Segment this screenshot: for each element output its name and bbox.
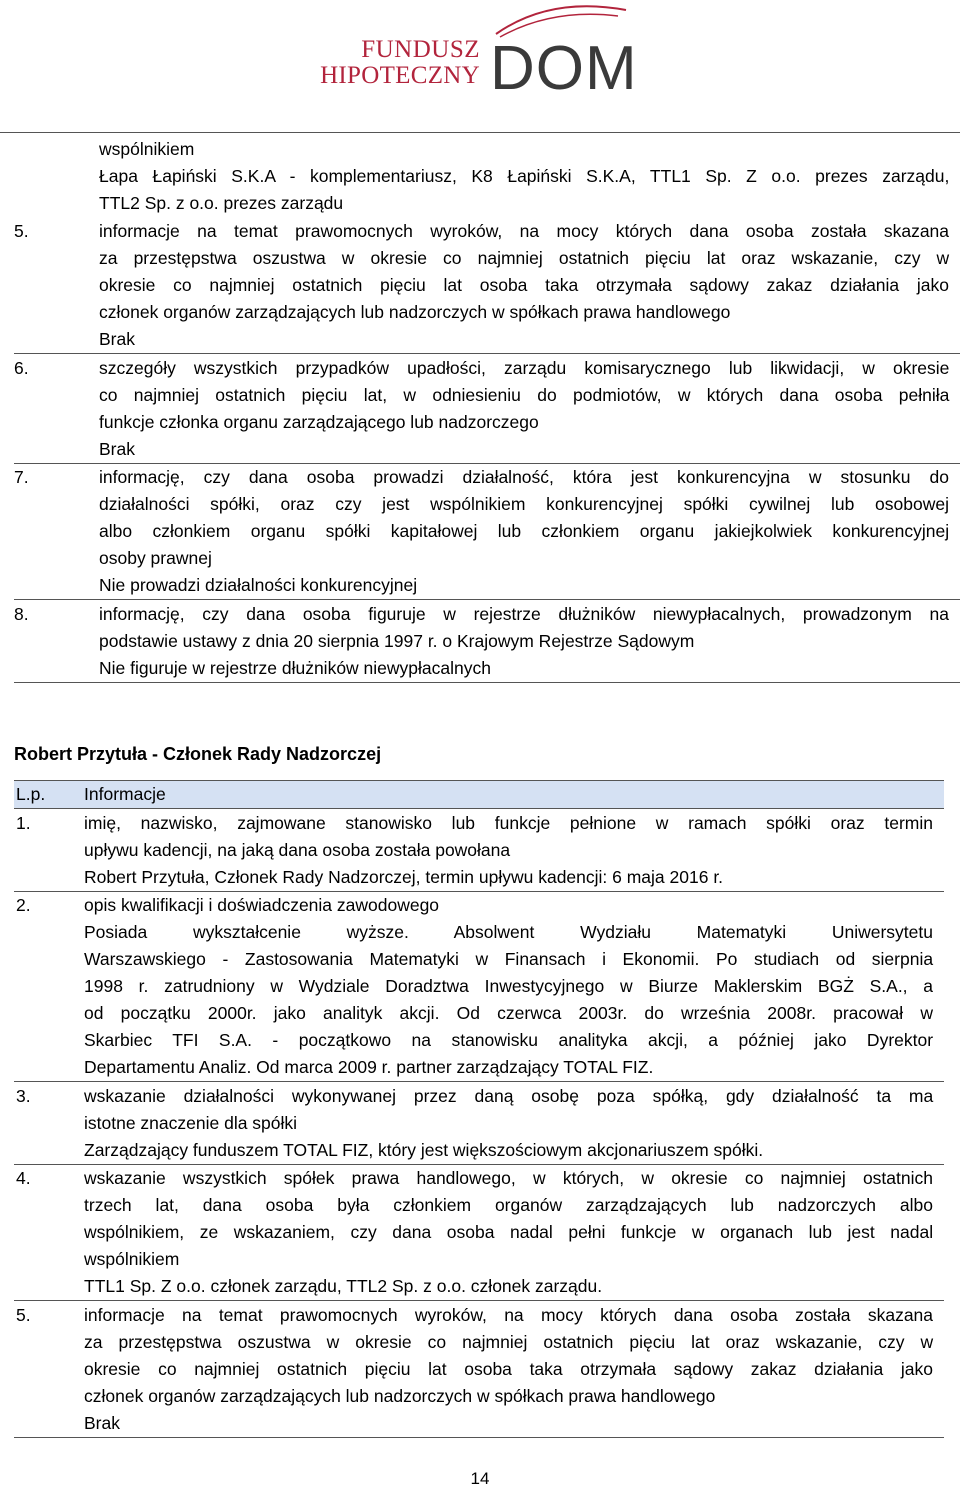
item-number: 8. [14,604,29,624]
table-bottom-rule [14,1437,944,1438]
item-answer: Robert Przytuła, Członek Rady Nadzorczej, termin upływu kadencji: 6 maja 2016 r. [84,867,724,887]
continuation-value-line: Łapa Łapiński S.K.A - komplementariusz, K8 Łapiński S.K.A, TTL1 Sp. Z o.o. prezes zarządu, [99,166,950,186]
item-question-line: członek organów zarządzających lub nadzorczych w spółkach prawa handlowego [99,302,731,322]
item-question-line: wskazanie wszystkich spółek prawa handlowego, w których, w okresie co najmniej ostatnich [84,1168,933,1188]
item-question-line: wspólnikiem, ze wskazaniem, czy dana osoba nadal pełni funkcje w organach lub jest nadal [84,1222,934,1242]
continuation-label: wspólnikiem [99,139,195,159]
item-question-line: szczegóły wszystkich przypadków upadłości, zarządu komisarycznego lub likwidacji, w okresie [99,358,950,378]
item-question-line: albo członkiem organu spółki kapitałowej lub członkiem organu jakiejkolwiek konkurencyjnej [99,521,950,541]
item-question-line: informację, czy dana osoba figuruje w rejestrze dłużników niewypłacalnych, prowadzonym na [99,604,949,624]
item-answer: Brak [99,329,135,349]
item-answer: Brak [84,1413,120,1433]
item-answer: 1998 r. zatrudniony w Wydziale Doradztwa Inwestycyjnego w Biurze Maklerskim BGŻ S.A., a [84,976,933,996]
header-rule [0,132,960,133]
item-number: 2. [16,895,31,915]
item-question-line: co najmniej ostatnich pięciu lat, w odniesieniu do podmiotów, w których dana osoba pełniła [99,385,950,405]
item-question-line: imię, nazwisko, zajmowane stanowisko lub funkcje pełnione w ramach spółki oraz termin [84,813,933,833]
table-bottom-rule [14,682,960,683]
item-answer: Skarbiec TFI S.A. - początkowo na stanowisku analityka akcji, a później jako Dyrektor [84,1030,934,1050]
page-number: 14 [470,1469,490,1488]
row-divider [14,353,960,354]
item-answer: TTL1 Sp. Z o.o. członek zarządu, TTL2 Sp. z o.o. członek zarządu. [84,1276,603,1296]
item-question-line: okresie co najmniej ostatnich pięciu lat osoba taka otrzymała sądowy zakaz działania jako [84,1359,933,1379]
item-answer: Warszawskiego - Zastosowania Matematyki w Finansach i Ekonomii. Po studiach od sierpnia [84,949,934,969]
item-question-line: podstawie ustawy z dnia 20 sierpnia 1997 r. o Krajowym Rejestrze Sądowym [99,631,695,651]
item-answer: Posiada wykształcenie wyższe. Absolwent Wydziału Matematyki Uniwersytetu [84,922,933,942]
row-divider [14,808,944,809]
item-number: 1. [16,813,31,833]
item-question-line: okresie co najmniej ostatnich pięciu lat osoba taka otrzymała sądowy zakaz działania jako [99,275,949,295]
item-question-line: upływu kadencji, na jaką dana osoba została powołana [84,840,511,860]
item-number: 3. [16,1086,31,1106]
item-question-line: wskazanie działalności wykonywanej przez daną osobę poza spółką, gdy działalność ta ma [84,1086,934,1106]
item-question-line: funkcje członka organu zarządzającego lub nadzorczego [99,412,539,432]
item-answer: Zarządzający funduszem TOTAL FIZ, który jest większościowym akcjonariuszem spółki. [84,1140,764,1160]
item-number: 7. [14,467,29,487]
logo-line-fundusz: FUNDUSZ [361,36,480,63]
item-question-line: informacje na temat prawomocnych wyroków, na mocy których dana osoba została skazana [84,1305,934,1325]
item-number: 4. [16,1168,31,1188]
column-header-lp: L.p. [16,784,46,804]
logo-word-dom: DOM [490,34,638,103]
item-question-line: opis kwalifikacji i doświadczenia zawodowego [84,895,440,915]
row-divider [14,599,960,600]
item-question-line: działalności spółki, oraz czy jest wspólnikiem konkurencyjnej spółki cywilnej lub osobowej [99,494,949,514]
item-question-line: za przestępstwa oszustwa w okresie co najmniej ostatnich pięciu lat oraz wskazanie, czy w [84,1332,934,1352]
fundusz-hipoteczny-dom-logo [300,4,640,103]
item-answer: Nie prowadzi działalności konkurencyjnej [99,575,418,595]
item-answer: Brak [99,439,135,459]
item-question-line: trzech lat, dana osoba była członkiem organów zarządzających lub nadzorczych albo [84,1195,933,1215]
item-question-line: istotne znaczenie dla spółki [84,1113,298,1133]
item-answer: Nie figuruje w rejestrze dłużników niewypłacalnych [99,658,491,678]
logo-line-hipoteczny: HIPOTECZNY [320,62,480,89]
row-divider [14,1300,944,1301]
row-divider [14,1081,944,1082]
item-answer: Departamentu Analiz. Od marca 2009 r. partner zarządzający TOTAL FIZ. [84,1057,654,1077]
item-question-line: członek organów zarządzających lub nadzorczych w spółkach prawa handlowego [84,1386,716,1406]
roof-lines-icon [300,4,640,38]
item-question-line: informację, czy dana osoba prowadzi działalność, która jest konkurencyjna w stosunku do [99,467,949,487]
column-header-info: Informacje [84,784,166,804]
item-question-line: osoby prawnej [99,548,212,568]
item-question-line: informacje na temat prawomocnych wyroków, na mocy których dana osoba została skazana [99,221,950,241]
item-question-line: za przestępstwa oszustwa w okresie co najmniej ostatnich pięciu lat oraz wskazanie, czy w [99,248,950,268]
person-section-title: Robert Przytuła - Członek Rady Nadzorczej [14,744,382,764]
item-question-line: wspólnikiem [84,1249,180,1269]
continuation-value-line: TTL2 Sp. z o.o. prezes zarządu [99,193,344,213]
item-number: 5. [16,1305,31,1325]
item-number: 5. [14,221,29,241]
item-answer: od początku 2000r. jako analityk akcji. Od czerwca 2003r. do września 2008r. pracował w [84,1003,933,1023]
item-number: 6. [14,358,29,378]
